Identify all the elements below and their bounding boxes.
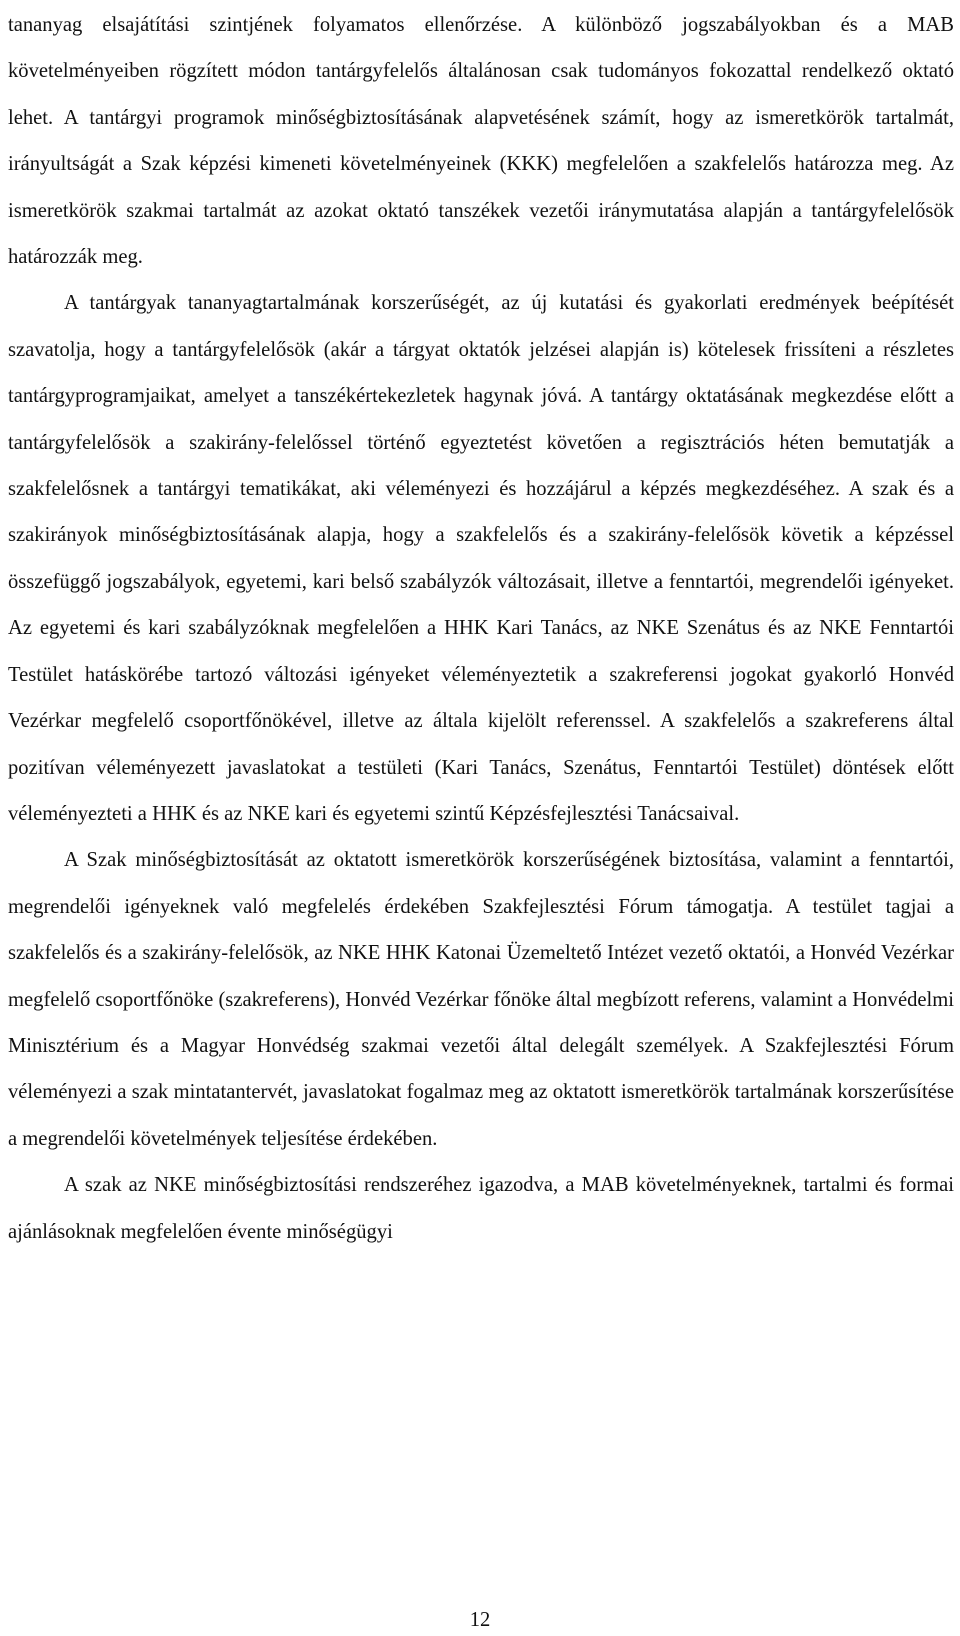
paragraph-continuation: tananyag elsajátítási szintjének folyamatos ellenőrzése. A különböző jogszabályokban és a MAB követelményeiben rögzített módon tantárgyfelelős általánosan csak tudományos fokozattal rendelkező oktató lehet. A tantárgyi programok minőségbiztosításának alapvetésének számít, hogy az ismeretkörök tartalmát, irányultságát a Szak képzési kimeneti követelményeinek (KKK) megfelelően a szakfelelős határozza meg. Az ismeretkörök szakmai tartalmát az azokat oktató tanszékek vezetői iránymutatása alapján a tantárgyfelelősök határozzák meg.	[8, 14, 954, 269]
body-text	[8, 2, 954, 1255]
paragraph-development-forum: A Szak minőségbiztosítását az oktatott ismeretkörök korszerűségének biztosítása, valamint a fenntartói, megrendelői igényeknek való megfelelés érdekében Szakfejlesztési Fórum támogatja. A testület tagjai a szakfelelős és a szakirány-felelősök, az NKE HHK Katonai Üzemeltető Intézet vezető oktatói, a Honvéd Vezérkar megfelelő csoportfőnöke (szakreferens), Honvéd Vezérkar főnöke által megbízott referens, valamint a Honvédelmi Minisztérium és a Magyar Honvédség szakmai vezetői által delegált személyek. A Szakfejlesztési Fórum véleményezi a szak mintatantervét, javaslatokat fogalmaz meg az oktatott ismeretkörök tartalmának korszerűsítése a megrendelői követelmények teljesítése érdekében.	[8, 849, 954, 1150]
page-number: 12	[469, 1609, 491, 1631]
paragraph-course-content: A tantárgyak tananyagtartalmának korszerűségét, az új kutatási és gyakorlati eredmények beépítését szavatolja, hogy a tantárgyfelelősök (akár a tárgyat oktatók jelzései alapján is) kötelesek frissíteni a részletes tantárgyprogramjaikat, amelyet a tanszékértekezletek hagynak jóvá. A tantárgy oktatásának megkezdése előtt a tantárgyfelelősök a szakirány-felelőssel történő egyeztetést követően a regisztrációs héten bemutatják a szakfelelősnek a tantárgyi tematikákat, aki véleményezi és hozzájárul a képzés megkezdéséhez. A szak és a szakirányok minőségbiztosításának alapja, hogy a szakfelelős és a szakirány-felelősök követik a képzéssel összefüggő jogszabályok, egyetemi, kari belső szabályzók változásait, illetve a fenntartói, megrendelői igényeket. Az egyetemi és kari szabályzóknak megfelelően a HHK Kari Tanács, az NKE Szenátus és az NKE Fenntartói Testület hatáskörébe tartozó változási igényeket véleményeztetik a szakreferensi jogokat gyakorló Honvéd Vezérkar megfelelő csoportfőnökével, illetve az általa kijelölt referenssel. A szakfelelős a szakreferens által pozitívan véleményezett javaslatokat a testületi (Kari Tanács, Szenátus, Fenntartói Testület) döntések előtt véleményezteti a HHK és az NKE kari és egyetemi szintű Képzésfejlesztési Tanácsaival.	[8, 292, 954, 825]
paragraph-quality-system: A szak az NKE minőségbiztosítási rendszeréhez igazodva, a MAB követelményeknek, tartalmi és formai ajánlásoknak megfelelően évente minőségügyi	[8, 1174, 954, 1243]
